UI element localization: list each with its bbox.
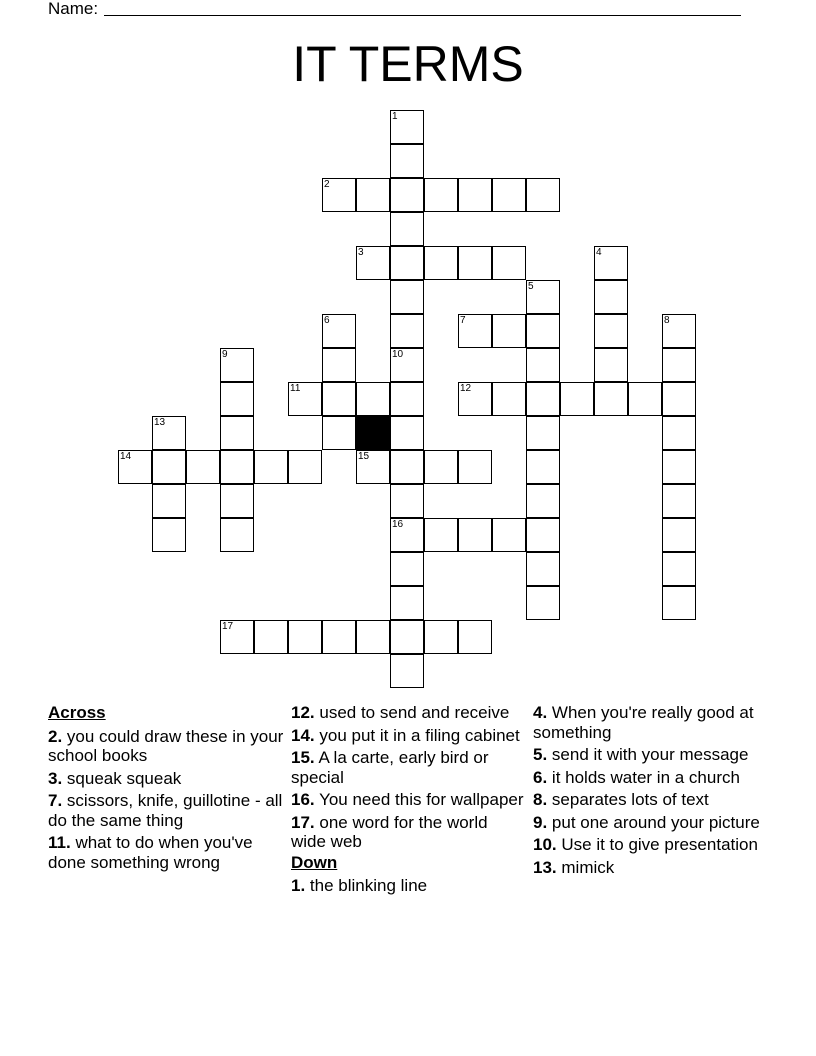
crossword-cell[interactable] bbox=[526, 450, 560, 484]
crossword-cell[interactable] bbox=[390, 450, 424, 484]
clue-number: 2 bbox=[324, 179, 330, 190]
crossword-cell[interactable] bbox=[526, 280, 560, 314]
clue-item-text: the blinking line bbox=[309, 876, 428, 895]
crossword-cell[interactable] bbox=[526, 416, 560, 450]
crossword-cell[interactable] bbox=[526, 518, 560, 552]
crossword-cell[interactable] bbox=[526, 178, 560, 212]
across-header: Across bbox=[48, 703, 106, 722]
crossword-cell[interactable] bbox=[356, 246, 390, 280]
crossword-cell[interactable] bbox=[152, 416, 186, 450]
crossword-cell[interactable] bbox=[424, 620, 458, 654]
crossword-cell[interactable] bbox=[288, 382, 322, 416]
crossword-cell[interactable] bbox=[526, 314, 560, 348]
clue-item-text: squeak squeak bbox=[66, 768, 182, 788]
crossword-cell[interactable] bbox=[152, 450, 186, 484]
crossword-cell[interactable] bbox=[526, 552, 560, 586]
down-clue-list-continued bbox=[533, 703, 769, 877]
clue-number: 17 bbox=[222, 621, 234, 632]
clue-item-text: what to do when you've done something wrong bbox=[48, 833, 253, 872]
clue-number: 9 bbox=[222, 349, 228, 360]
clues-column-2 bbox=[291, 703, 527, 899]
clue-item-number: 5. bbox=[533, 745, 548, 764]
crossword-cell[interactable] bbox=[288, 620, 322, 654]
crossword-cell[interactable] bbox=[390, 178, 424, 212]
clue-number: 14 bbox=[120, 451, 132, 462]
clue-number: 16 bbox=[392, 519, 404, 530]
crossword-cell[interactable] bbox=[526, 348, 560, 382]
clue-item bbox=[533, 745, 769, 765]
clue-number: 10 bbox=[392, 349, 404, 360]
crossword-cell[interactable] bbox=[628, 382, 662, 416]
clue-item-number: 17. bbox=[291, 812, 315, 832]
crossword-cell[interactable] bbox=[662, 382, 696, 416]
clue-item bbox=[533, 858, 769, 878]
down-header: Down bbox=[291, 852, 338, 872]
clue-item-text: you put it in a filing cabinet bbox=[319, 725, 520, 745]
crossword-cell[interactable] bbox=[390, 280, 424, 314]
clue-item bbox=[533, 835, 769, 855]
crossword-cell[interactable] bbox=[254, 450, 288, 484]
clue-item-number: 6. bbox=[533, 767, 548, 787]
clue-item-number: 2. bbox=[48, 726, 63, 746]
clue-item-number: 10. bbox=[533, 835, 557, 854]
crossword-cell[interactable] bbox=[424, 246, 458, 280]
clue-item-text: you could draw these in your school books bbox=[48, 726, 284, 765]
crossword-cell[interactable] bbox=[390, 212, 424, 246]
crossword-cell[interactable] bbox=[424, 178, 458, 212]
crossword-cell[interactable] bbox=[526, 586, 560, 620]
crossword-cell[interactable] bbox=[152, 484, 186, 518]
crossword-cell[interactable] bbox=[356, 450, 390, 484]
clue-item-number: 11. bbox=[48, 833, 71, 852]
across-clue-list-continued bbox=[291, 703, 527, 852]
clue-number: 1 bbox=[392, 111, 398, 122]
crossword-cell[interactable] bbox=[390, 484, 424, 518]
crossword-cell[interactable] bbox=[390, 144, 424, 178]
crossword-cell[interactable] bbox=[356, 178, 390, 212]
crossword-cell[interactable] bbox=[390, 314, 424, 348]
clue-item-text: send it with your message bbox=[551, 745, 749, 764]
clue-number: 15 bbox=[358, 451, 370, 462]
clue-item-text: Use it to give presentation bbox=[561, 835, 758, 854]
clue-item bbox=[48, 769, 284, 789]
crossword-cell[interactable] bbox=[322, 314, 356, 348]
crossword-cell[interactable] bbox=[152, 518, 186, 552]
crossword-cell[interactable] bbox=[390, 654, 424, 688]
crossword-cell[interactable] bbox=[424, 518, 458, 552]
clue-item-text: You need this for wallpaper bbox=[319, 790, 524, 809]
clue-number: 3 bbox=[358, 247, 364, 258]
crossword-cell[interactable] bbox=[662, 314, 696, 348]
crossword-cell[interactable] bbox=[662, 484, 696, 518]
crossword-cell[interactable] bbox=[220, 518, 254, 552]
crossword-cell[interactable] bbox=[220, 484, 254, 518]
clue-item-number: 7. bbox=[48, 791, 63, 810]
clue-number: 6 bbox=[324, 315, 330, 326]
crossword-cell[interactable] bbox=[492, 178, 526, 212]
crossword-cell[interactable] bbox=[662, 416, 696, 450]
clue-item bbox=[291, 813, 527, 852]
clue-item bbox=[533, 790, 769, 810]
clue-item bbox=[48, 727, 284, 766]
clue-number: 4 bbox=[596, 247, 602, 258]
clue-item-text: mimick bbox=[561, 857, 615, 877]
crossword-cell[interactable] bbox=[458, 450, 492, 484]
clue-item-number: 8. bbox=[533, 790, 548, 809]
crossword-cell[interactable] bbox=[390, 586, 424, 620]
crossword-cell[interactable] bbox=[662, 348, 696, 382]
clue-item bbox=[48, 833, 284, 872]
clue-item-text: one word for the world wide web bbox=[291, 812, 488, 851]
clue-item bbox=[291, 748, 527, 787]
crossword-cell[interactable] bbox=[390, 348, 424, 382]
crossword-cell[interactable] bbox=[594, 382, 628, 416]
crossword-cell[interactable] bbox=[288, 450, 322, 484]
clue-number: 7 bbox=[460, 315, 466, 326]
clue-number: 8 bbox=[664, 315, 670, 326]
page-title: IT TERMS bbox=[292, 36, 524, 92]
crossword-cell[interactable] bbox=[662, 552, 696, 586]
crossword-cell[interactable] bbox=[594, 314, 628, 348]
clue-item-number: 14. bbox=[291, 725, 315, 745]
black-square bbox=[356, 416, 390, 450]
crossword-cell[interactable] bbox=[560, 382, 594, 416]
clue-item-number: 1. bbox=[291, 876, 306, 895]
crossword-cell[interactable] bbox=[458, 620, 492, 654]
clue-item bbox=[291, 790, 527, 810]
crossword-cell[interactable] bbox=[458, 178, 492, 212]
clue-number: 12 bbox=[460, 383, 472, 394]
crossword-cell[interactable] bbox=[492, 518, 526, 552]
clue-item bbox=[533, 768, 769, 788]
clue-number: 13 bbox=[154, 417, 166, 428]
clue-number: 5 bbox=[528, 281, 534, 292]
across-clue-list bbox=[48, 727, 284, 873]
clue-item-text: put one around your picture bbox=[551, 812, 760, 832]
crossword-cell[interactable] bbox=[458, 382, 492, 416]
clue-item bbox=[48, 791, 284, 830]
crossword-cell[interactable] bbox=[594, 280, 628, 314]
clue-item-text: scissors, knife, guillotine - all do the same thing bbox=[48, 791, 283, 830]
crossword-cell[interactable] bbox=[492, 246, 526, 280]
clue-item-number: 13. bbox=[533, 857, 557, 877]
clue-item-number: 9. bbox=[533, 812, 548, 832]
clue-item-text: When you're really good at something bbox=[533, 703, 754, 742]
crossword-cell[interactable] bbox=[424, 450, 458, 484]
crossword-cell[interactable] bbox=[390, 110, 424, 144]
clue-item-text: A la carte, early bird or special bbox=[291, 748, 489, 787]
crossword-cell[interactable] bbox=[186, 450, 220, 484]
crossword-cell[interactable] bbox=[390, 620, 424, 654]
crossword-cell[interactable] bbox=[220, 620, 254, 654]
crossword-cell[interactable] bbox=[390, 246, 424, 280]
clues-column-1 bbox=[48, 703, 284, 875]
clue-item bbox=[291, 703, 527, 723]
crossword-cell[interactable] bbox=[390, 552, 424, 586]
crossword-cell[interactable] bbox=[322, 348, 356, 382]
crossword-cell[interactable] bbox=[322, 382, 356, 416]
crossword-cell[interactable] bbox=[594, 348, 628, 382]
crossword-cell[interactable] bbox=[526, 382, 560, 416]
crossword-cell[interactable] bbox=[458, 518, 492, 552]
clue-number: 11 bbox=[290, 383, 301, 394]
crossword-cell[interactable] bbox=[390, 416, 424, 450]
clue-item-number: 16. bbox=[291, 790, 315, 809]
clue-item-number: 3. bbox=[48, 768, 63, 788]
crossword-cell[interactable] bbox=[220, 348, 254, 382]
crossword-cell[interactable] bbox=[492, 314, 526, 348]
clue-item-text: separates lots of text bbox=[551, 790, 709, 809]
crossword-cell[interactable] bbox=[356, 620, 390, 654]
crossword-cell[interactable] bbox=[662, 450, 696, 484]
clue-item-text: it holds water in a church bbox=[551, 767, 740, 787]
crossword-cell[interactable] bbox=[492, 382, 526, 416]
name-label: Name: bbox=[48, 0, 99, 18]
clue-item-number: 12. bbox=[291, 703, 315, 722]
crossword-cell[interactable] bbox=[662, 586, 696, 620]
crossword-cell[interactable] bbox=[322, 620, 356, 654]
crossword-cell[interactable] bbox=[356, 382, 390, 416]
crossword-cell[interactable] bbox=[458, 246, 492, 280]
clue-item-number: 15. bbox=[291, 748, 315, 767]
clues-column-3 bbox=[533, 703, 769, 880]
crossword-cell[interactable] bbox=[220, 382, 254, 416]
clue-item-number: 4. bbox=[533, 703, 548, 722]
crossword-cell[interactable] bbox=[526, 484, 560, 518]
crossword-cell[interactable] bbox=[662, 518, 696, 552]
clue-item bbox=[291, 876, 527, 896]
crossword-cell[interactable] bbox=[322, 178, 356, 212]
crossword-cell[interactable] bbox=[322, 416, 356, 450]
crossword-cell[interactable] bbox=[458, 314, 492, 348]
clue-item bbox=[533, 813, 769, 833]
crossword-cell[interactable] bbox=[220, 450, 254, 484]
down-clue-list bbox=[291, 876, 527, 896]
crossword-cell[interactable] bbox=[220, 416, 254, 450]
clue-item bbox=[291, 726, 527, 746]
clue-item-text: used to send and receive bbox=[319, 703, 510, 722]
crossword-cell[interactable] bbox=[254, 620, 288, 654]
crossword-cell[interactable] bbox=[390, 518, 424, 552]
crossword-cell[interactable] bbox=[390, 382, 424, 416]
crossword-cell[interactable] bbox=[594, 246, 628, 280]
crossword-cell[interactable] bbox=[118, 450, 152, 484]
clue-item bbox=[533, 703, 769, 742]
